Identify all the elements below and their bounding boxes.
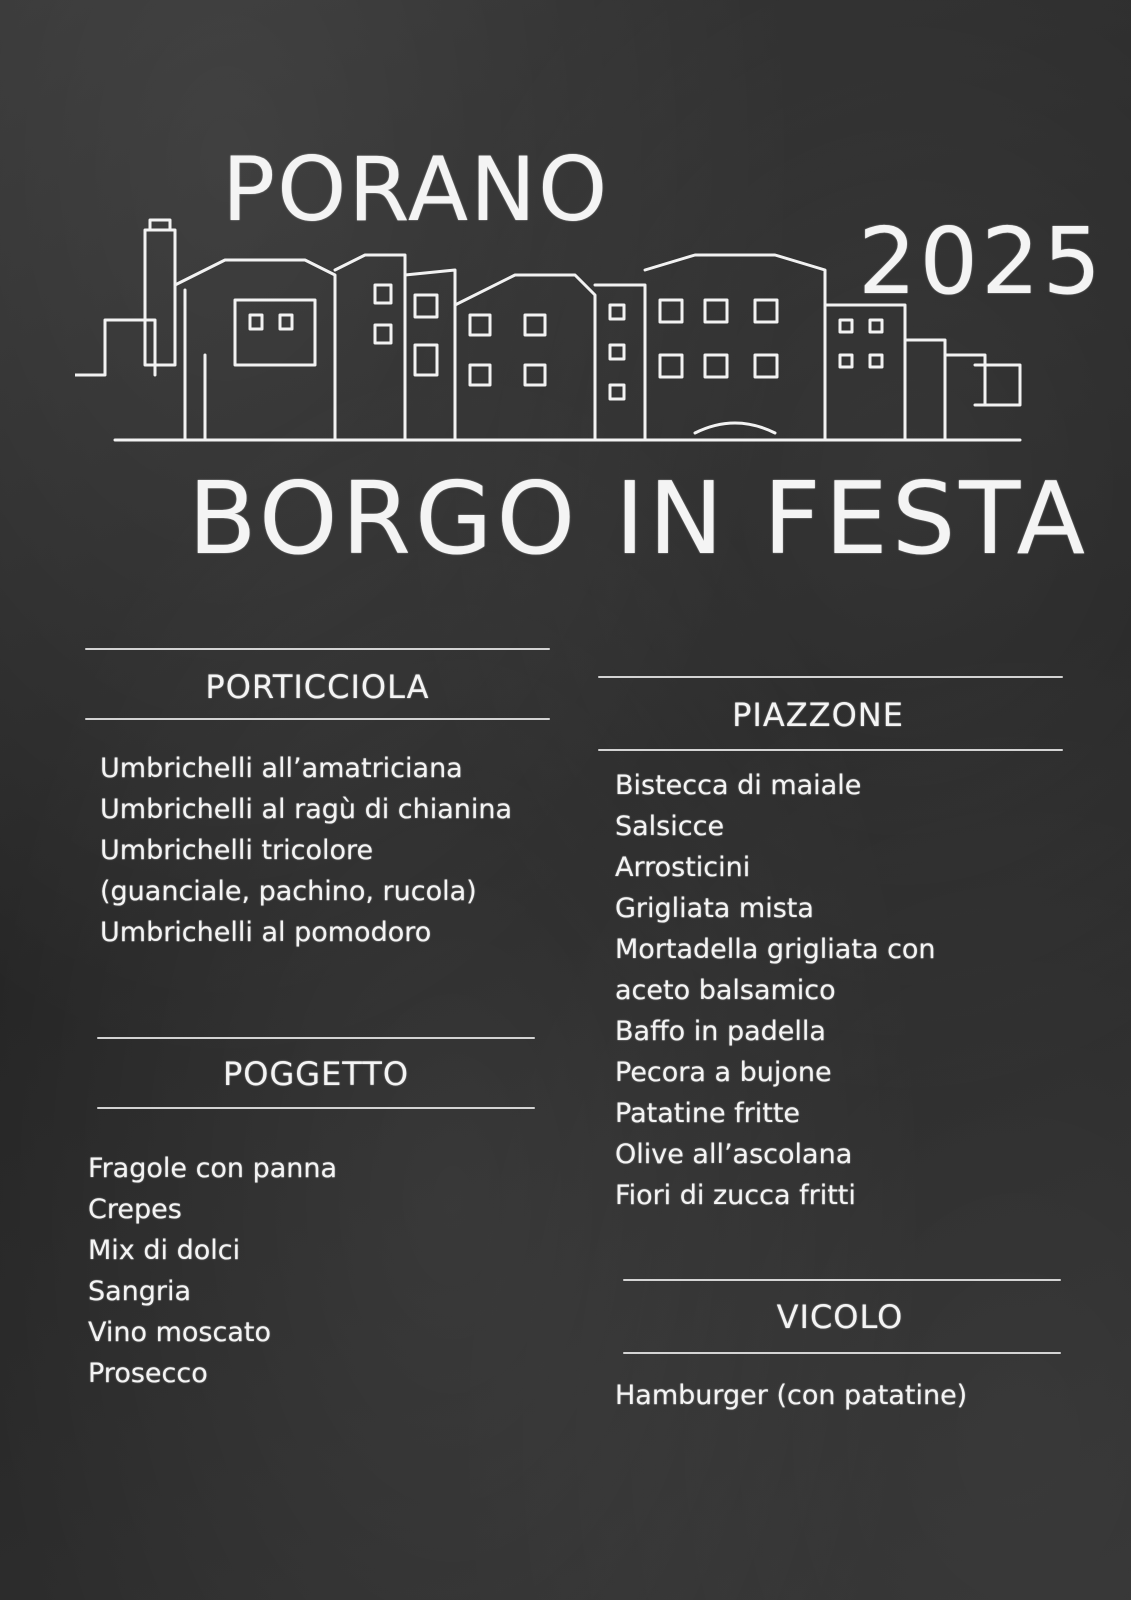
menu-item: Bistecca di maiale	[615, 770, 862, 801]
divider	[623, 1352, 1061, 1354]
divider	[623, 1279, 1061, 1281]
menu-item: Hamburger (con patatine)	[615, 1380, 968, 1411]
piazzone-menu-list	[615, 765, 936, 1216]
menu-item: aceto balsamico	[615, 975, 836, 1006]
divider	[598, 676, 1063, 678]
menu-item: Pecora a bujone	[615, 1057, 832, 1088]
menu-item: Fiori di zucca fritti	[615, 1180, 856, 1211]
town-title: PORANO	[222, 138, 610, 241]
menu-item: Umbrichelli tricolore	[100, 835, 374, 866]
menu-item: Grigliata mista	[615, 893, 814, 924]
section-title-poggetto: POGGETTO	[222, 1055, 409, 1093]
menu-item: Baffo in padella	[615, 1016, 826, 1047]
section-title-vicolo: VICOLO	[776, 1298, 904, 1336]
menu-item: Umbrichelli all’amatriciana	[100, 753, 463, 784]
menu-item: Fragole con panna	[88, 1153, 338, 1184]
porticciola-menu-list	[100, 748, 512, 953]
menu-item: Patatine fritte	[615, 1098, 801, 1129]
divider	[97, 1107, 535, 1109]
event-title: BORGO IN FESTA	[188, 460, 1090, 577]
menu-item: Arrosticini	[615, 852, 751, 883]
year-title: 2025	[858, 208, 1105, 315]
menu-item: Sangria	[88, 1276, 192, 1307]
menu-item: Olive all’ascolana	[615, 1139, 853, 1170]
menu-item: Crepes	[88, 1194, 182, 1225]
divider	[85, 648, 550, 650]
section-title-piazzone: PIAZZONE	[732, 696, 904, 734]
poggetto-menu-list	[88, 1148, 337, 1394]
section-title-porticciola: PORTICCIOLA	[205, 668, 430, 706]
menu-item: Umbrichelli al ragù di chianina	[100, 794, 513, 825]
divider	[598, 749, 1063, 751]
divider	[85, 718, 550, 720]
menu-item: (guanciale, pachino, rucola)	[100, 876, 477, 907]
vicolo-menu-list	[615, 1375, 967, 1416]
menu-item: Salsicce	[615, 811, 725, 842]
village-skyline-illustration	[75, 215, 1035, 455]
menu-item: Prosecco	[88, 1358, 208, 1389]
menu-item: Vino moscato	[88, 1317, 271, 1348]
menu-item: Umbrichelli al pomodoro	[100, 917, 432, 948]
menu-item: Mix di dolci	[88, 1235, 241, 1266]
menu-item: Mortadella grigliata con	[615, 934, 936, 965]
divider	[97, 1037, 535, 1039]
